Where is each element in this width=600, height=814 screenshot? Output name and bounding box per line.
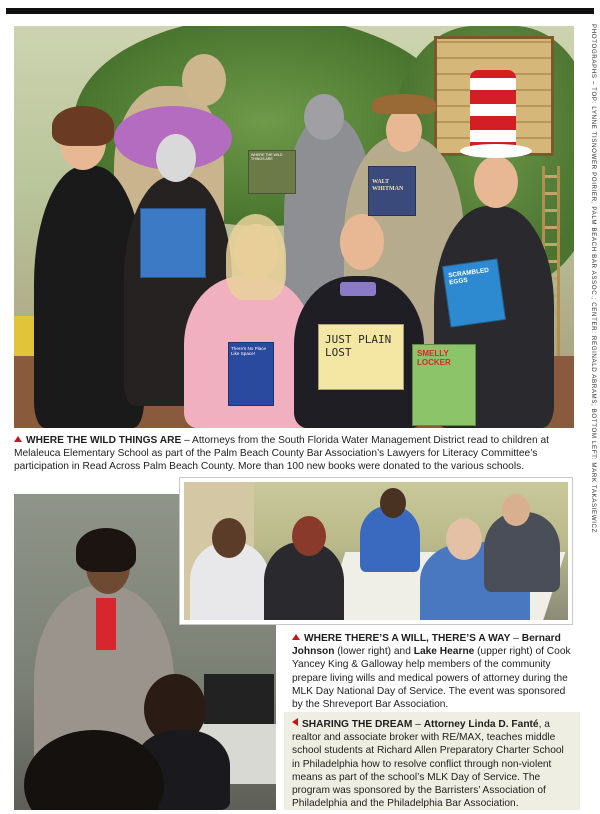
- caption-dash: –: [181, 435, 193, 446]
- book-no-place-like-space: There's No Place Like Space!: [228, 342, 274, 406]
- caption-name-bernard: Bernard Johnson: [292, 633, 561, 658]
- hair: [76, 528, 136, 572]
- book-smelly-locker: SMELLY LOCKER: [412, 344, 476, 426]
- book-blue-cover: [140, 208, 206, 278]
- head: [212, 518, 246, 558]
- caption-body-1: (lower right) and: [334, 646, 414, 658]
- head: [386, 108, 422, 152]
- hair: [52, 106, 114, 146]
- photo-credit-text: PHOTOGRAPHS – TOP: LYNNE TISNOWER POIRIER, PALM BEACH BAR ASSOC.; CENTER: REGINALD ABRAMS; BOTTOM LEFT: MARK TAKASIEWICZ: [590, 24, 597, 533]
- caption-arrow-up-icon: [14, 436, 22, 442]
- book-scrambled-eggs: SCRAMBLED EGGS: [442, 258, 506, 327]
- caption-wild-things: [14, 434, 574, 474]
- head: [446, 518, 482, 560]
- caption-body: , a realtor and associate broker with RE/MAX, teaches middle school students at Richard Allen Preparatory Charter School in Philadelphia how to resolve conflict through non-violent means as part of the school’s MLK Day of Service. The program was sponsored by the Barristers’ Association of Philadelphia and the Philadelphia Bar Association.: [292, 719, 564, 810]
- head: [292, 516, 326, 556]
- caption-heading: WHERE THERE’S A WILL, THERE’S A WAY: [304, 633, 511, 644]
- trash-bin: [204, 674, 274, 724]
- caption-heading: SHARING THE DREAM: [302, 719, 413, 730]
- photo-credit: [590, 24, 598, 814]
- caption-name-linda: Attorney Linda D. Fanté: [423, 719, 539, 730]
- hat: [372, 94, 436, 114]
- caption-body-2: (upper right) of Cook Yancey King & Galloway help members of the community prepare living wills and medical powers of attorney during the MLK Day National Day of Service. The event was sponsored by the Shreveport Bar Association.: [292, 646, 571, 711]
- caption-dash: –: [510, 633, 522, 644]
- red-top: [96, 598, 116, 650]
- caption-arrow-left-icon: [292, 718, 298, 726]
- head: [156, 134, 196, 182]
- head: [304, 94, 344, 140]
- book-wild-things: WHERE THE WILD THINGS ARE: [248, 150, 296, 194]
- sign-just-plain-lost: JUST PLAIN LOST: [318, 324, 404, 390]
- caption-where-theres-a-will: [292, 632, 572, 711]
- top-rule: [6, 8, 594, 14]
- head: [502, 494, 530, 526]
- caption-sharing-the-dream: [284, 712, 580, 810]
- caption-arrow-up-icon: [292, 634, 300, 640]
- hat-brim: [460, 144, 532, 158]
- caption-heading: WHERE THE WILD THINGS ARE: [26, 435, 182, 446]
- bow-tie: [340, 282, 376, 296]
- caption-body: Attorneys from the South Florida Water Management District read to children at Melaleuca Elementary School as part of the Palm Beach County Bar Association’s Lawyers for Literacy Committee’s participation in Read Across Palm Beach County. More than 100 new books were donated to the various schools.: [14, 435, 549, 473]
- photo-where-the-wild-things-are: [14, 26, 574, 428]
- head: [340, 214, 384, 270]
- caption-dash: –: [412, 719, 424, 730]
- head: [182, 54, 226, 106]
- head: [380, 488, 406, 518]
- photo-where-theres-a-will: [180, 478, 572, 624]
- caption-name-lake: Lake Hearne: [413, 646, 475, 658]
- blonde-hair: [226, 214, 286, 300]
- book-walt-whitman: WALT WHITMAN: [368, 166, 416, 216]
- head: [474, 156, 518, 208]
